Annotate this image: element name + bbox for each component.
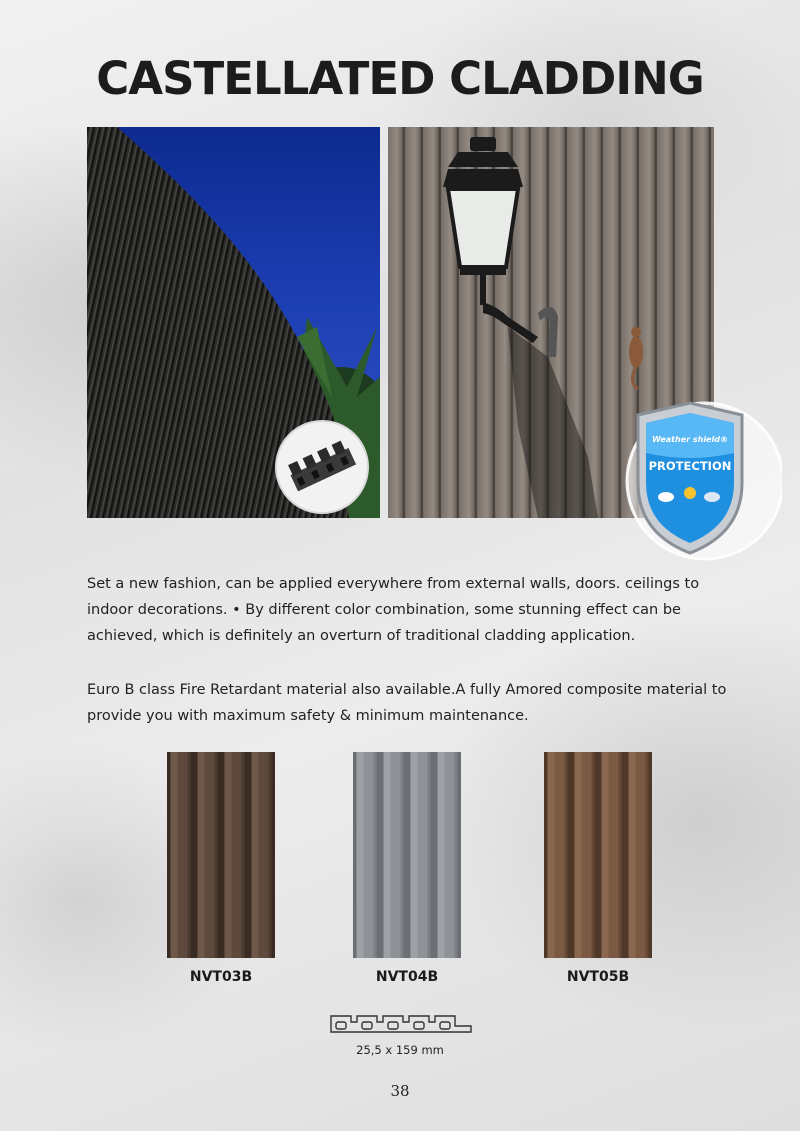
page-number: 38 (390, 1082, 410, 1100)
badge-label: PROTECTION (648, 459, 732, 473)
profile-dimensions: 25,5 x 159 mm (356, 1043, 444, 1057)
page-title: CASTELLATED CLADDING (96, 52, 704, 105)
weather-shield-badge (620, 393, 782, 573)
description-paragraph-1: Set a new fashion, can be applied everywhere from external walls, doors. ceilings to indoor decorations. • By different color combination, some stunning effect can be achieved, which is definitely an overturn of traditional cladding application. (87, 576, 700, 644)
gecko-ornament (629, 327, 643, 389)
sample-swatch-nvt04b (353, 752, 461, 958)
sample-code-nvt04b: NVT04B (375, 969, 439, 985)
sample-swatch-nvt05b (544, 752, 652, 958)
profile-inset (276, 421, 368, 513)
sample-swatch-nvt03b (167, 752, 275, 958)
description-paragraph-2: Euro B class Fire Retardant material also available.A fully Amored composite material to provide you with maximum safety & minimum maintenance. (87, 682, 727, 724)
sample-code-nvt03b: NVT03B (189, 969, 253, 985)
badge-brand: Weather shield® (652, 435, 728, 444)
sample-code-nvt05b: NVT05B (566, 969, 630, 985)
wall-lantern (443, 137, 558, 357)
cladding-wall-photo (87, 127, 380, 518)
profile-cross-section (327, 1012, 475, 1036)
